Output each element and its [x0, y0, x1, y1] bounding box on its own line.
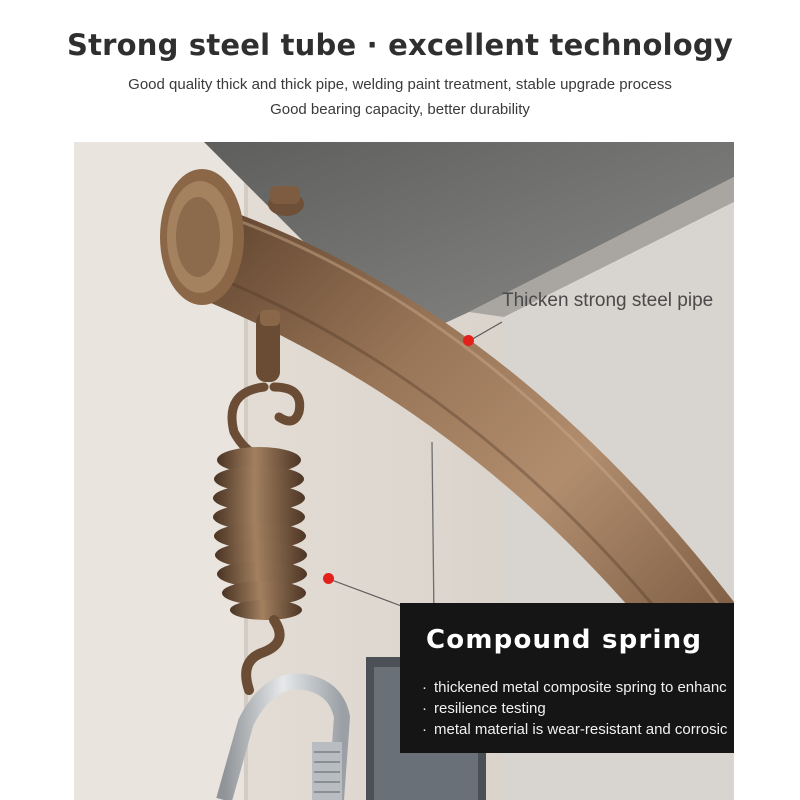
page-title: Strong steel tube · excellent technology — [67, 28, 733, 62]
spring-coils — [213, 447, 307, 620]
list-item: · metal material is wear-resistant and corrosic — [422, 721, 728, 738]
spring-callout-dot — [323, 573, 334, 584]
bullet-glyph: · — [422, 700, 427, 717]
product-photo — [74, 142, 734, 800]
bullet-glyph: · — [422, 679, 427, 696]
bullet-glyph: · — [422, 721, 427, 738]
spring-feature-list — [422, 677, 734, 740]
pipe-callout-dot — [463, 335, 474, 346]
pipe-end-cap — [160, 169, 244, 305]
pipe-callout-label: Thicken strong steel pipe — [502, 290, 714, 311]
list-item: · thickened metal composite spring to enhanc — [422, 679, 727, 696]
spring-info-box — [400, 603, 734, 753]
list-item: · resilience testing — [422, 700, 546, 717]
subtitle-line-2: Good bearing capacity, better durability — [270, 101, 530, 118]
spring-info-title: Compound spring — [426, 625, 703, 655]
subtitle-line-1: Good quality thick and thick pipe, welding paint treatment, stable upgrade process — [128, 76, 672, 93]
